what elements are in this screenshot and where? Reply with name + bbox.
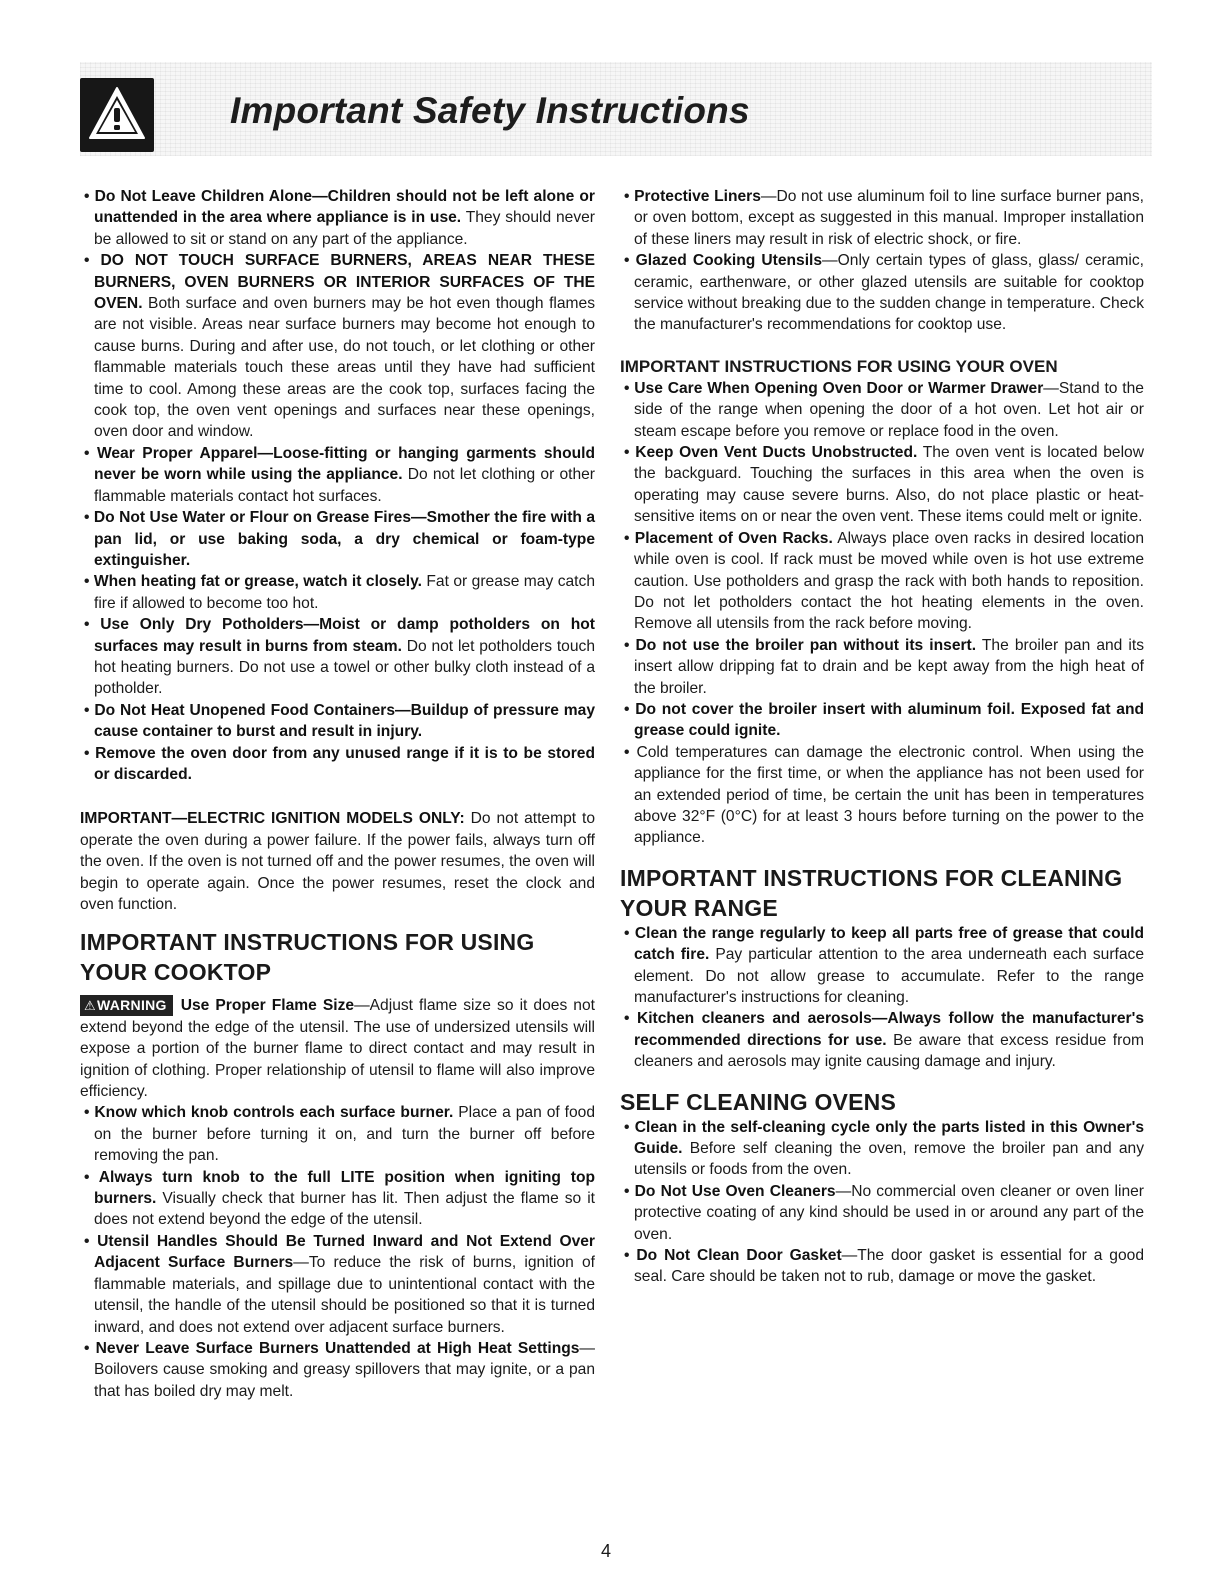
bullet-text: Before self cleaning the oven, remove the broiler pan and any utensils or foods from the oven. xyxy=(634,1140,1144,1179)
bullet-item xyxy=(80,743,595,786)
bullet-lead: Never Leave Surface Burners Unattended at High Heat Settings xyxy=(95,1339,580,1357)
bullet-lead: Always turn knob to the full LITE position when igniting top burners. xyxy=(94,1168,595,1208)
bullet-item xyxy=(80,614,595,700)
oven-heading: IMPORTANT INSTRUCTIONS FOR USING YOUR OVEN xyxy=(620,356,1058,376)
bullet-text: —To reduce the risk of burns, ignition of flammable materials, and spillage due to unintentional contact with the utensil, the handle of the utensil should be positioned so that it is turned inward, and does not extend over adjacent surface burners. xyxy=(94,1254,595,1336)
page-number: 4 xyxy=(600,1541,611,1561)
bullet-text: Be aware that excess residue from cleaners and aerosols may ignite causing damage and injury. xyxy=(634,1031,1144,1071)
bullet-lead: Use Only Dry Potholders—Moist or damp potholders on hot surfaces may result in burns from steam. xyxy=(94,616,595,655)
bullet-text: —Do not use aluminum foil to line surface burner pans, or oven bottom, except as suggested in this manual. Improper installation of these liners may result in risk of electric shock, or fire. xyxy=(634,188,1144,248)
bullet-text: Pay particular attention to the area underneath each surface element. Do not allow grease to accumulate. Refer to the range manufacturer's instructions for cleaning. xyxy=(634,946,1144,1006)
bullet-lead: Do Not Use Oven Cleaners xyxy=(634,1182,836,1200)
cleaning-heading: IMPORTANT INSTRUCTIONS FOR CLEANING YOUR RANGE xyxy=(620,864,1123,921)
bullet-item xyxy=(620,635,1144,699)
bullet-item xyxy=(80,1102,595,1166)
right-intro-list xyxy=(620,186,1144,336)
bullet-lead: Utensil Handles Should Be Turned Inward and Not Extend Over Adjacent Surface Burners xyxy=(94,1232,595,1272)
bullet-item xyxy=(620,923,1144,1009)
ignition-note: IMPORTANT—ELECTRIC IGNITION MODELS ONLY: Do not attempt to operate the oven during a power failure. If the power fails, always turn off the oven. If the oven is not turned off and the power resumes, the oven will begin to operate again. Once the power resumes, reset the clock and oven function. xyxy=(80,810,595,913)
bullet-lead: Do not cover the broiler insert with aluminum foil. Exposed fat and grease could ignite. xyxy=(634,700,1144,740)
bullet-text: Do not let potholders touch hot heating burners. Do not use a towel or other bulky cloth instead of a potholder. xyxy=(94,637,595,698)
bullet-item xyxy=(620,1245,1144,1288)
left-intro-list xyxy=(80,186,595,785)
bullet-lead: Know which knob controls each surface burner. xyxy=(94,1104,454,1122)
bullet-item xyxy=(80,1167,595,1231)
bullet-item xyxy=(620,442,1144,528)
self-cleaning-list xyxy=(620,1117,1144,1288)
page-title: Important Safety Instructions xyxy=(230,90,750,131)
bullet-lead: DO NOT TOUCH SURFACE BURNERS, AREAS NEAR THESE BURNERS, OVEN BURNERS OR INTERIOR SURFACES OF THE OVEN. xyxy=(94,252,595,313)
bullet-text: Do not let clothing or other flammable materials contact hot surfaces. xyxy=(94,466,596,505)
bullet-text: —No commercial oven cleaner or oven liner protective coating of any kind should be used in or around any part of the oven. xyxy=(634,1182,1144,1243)
oven-list xyxy=(620,378,1144,849)
bullet-lead: Do Not Clean Door Gasket xyxy=(636,1247,842,1265)
bullet-text: Place a pan of food on the burner before turning it on, and turn the burner off before removing the pan. xyxy=(94,1104,596,1165)
bullet-lead: Glazed Cooking Utensils xyxy=(635,252,823,270)
self-cleaning-heading: SELF CLEANING OVENS xyxy=(620,1088,896,1115)
cooktop-list xyxy=(80,1102,595,1402)
header-banner xyxy=(80,62,1152,156)
warning-small-icon: ⚠ xyxy=(84,998,96,1014)
bullet-item xyxy=(620,1117,1144,1181)
bullet-text: The oven vent is located below the backguard. Touching the surfaces in this area when the oven is operating may cause severe burns. Also, do not place plastic or heat-sensitive items on or near the oven vent. These items could melt or ignite. xyxy=(634,444,1144,526)
bullet-item xyxy=(80,700,595,743)
bullet-text: —The door gasket is essential for a good seal. Care should be taken not to rub, damage or move the gasket. xyxy=(634,1247,1144,1286)
bullet-lead: Kitchen cleaners and aerosols—Always follow the manufacturer's recommended directions for use. xyxy=(634,1010,1144,1049)
warning-triangle-icon xyxy=(80,78,154,152)
bullet-lead: Remove the oven door from any unused range if it is to be stored or discarded. xyxy=(94,744,595,783)
bullet-item xyxy=(620,378,1144,442)
bullet-lead: Protective Liners xyxy=(634,188,761,205)
warning-badge: ⚠WARNING xyxy=(80,995,173,1016)
bullet-text: Fat or grease may catch fire if allowed to become too hot. xyxy=(94,573,595,612)
bullet-text: They should never be allowed to sit or stand on any part of the appliance. xyxy=(94,209,595,248)
bullet-text: Cold temperatures can damage the electronic control. When using the appliance for the first time, or when the appliance has not been used for an extended period of time, be certain the unit has been in temperatures above 32°F (0°C) for at least 3 hours before turning on the power to the appliance. xyxy=(634,743,1144,847)
bullet-item xyxy=(80,1231,595,1338)
bullet-text: —Stand to the side of the range when opening the door of a hot oven. Let hot air or steam escape before you remove or replace food in the oven. xyxy=(634,379,1144,440)
bullet-lead: Wear Proper Apparel—Loose-fitting or hanging garments should never be worn while using the appliance. xyxy=(94,444,595,484)
bullet-item xyxy=(620,699,1144,742)
bullet-item xyxy=(80,250,595,443)
bullet-item xyxy=(620,250,1144,336)
bullet-item xyxy=(620,528,1144,635)
bullet-lead: Keep Oven Vent Ducts Unobstructed. xyxy=(635,444,918,462)
bullet-text: The broiler pan and its insert allow dripping fat to drain and be kept away from the high heat of the broiler. xyxy=(634,636,1145,697)
bullet-item xyxy=(80,507,595,571)
bullet-item xyxy=(620,1008,1144,1072)
bullet-item xyxy=(80,186,595,250)
bullet-item xyxy=(620,186,1144,250)
bullet-item xyxy=(80,443,595,507)
bullet-text: —Boilovers cause smoking and greasy spillovers that may ignite, or a pan that has boiled dry may melt. xyxy=(94,1339,596,1400)
bullet-lead: Clean in the self-cleaning cycle only the parts listed in this Owner's Guide. xyxy=(634,1118,1144,1158)
right-column xyxy=(620,186,1144,1288)
bullet-lead: Placement of Oven Racks. xyxy=(634,529,833,547)
bullet-text: Always place oven racks in desired location while oven is cool. If rack must be moved while oven is hot use extreme caution. Use potholders and grasp the rack with both hands to reposition. Do not let potholders contact the hot heating elements in the oven. Remove all utensils from the rack before moving. xyxy=(634,529,1144,633)
bullet-text: —Only certain types of glass, glass/ ceramic, ceramic, earthenware, or other glazed utensils are suitable for cooktop service without breaking due to the sudden change in temperature. Check the manufacturer's recommendations for cooktop use. xyxy=(634,252,1145,334)
bullet-text: Both surface and oven burners may be hot even though flames are not visible. Areas near surface burners may become hot enough to cause burns. During and after use, do not touch, or let clothing or other flammable materials touch these areas until they have had sufficient time to cool. Among these areas are the cook top, surfaces facing the cook top, the oven vent openings and surfaces near these openings, oven door and window. xyxy=(94,295,595,441)
bullet-lead: Clean the range regularly to keep all parts free of grease that could catch fire. xyxy=(634,924,1145,964)
bullet-lead: Use Care When Opening Oven Door or Warmer Drawer xyxy=(634,379,1044,397)
bullet-lead: Do Not Use Water or Flour on Grease Fires—Smother the fire with a pan lid, or use baking soda, a dry chemical or foam-type extinguisher. xyxy=(93,509,595,569)
bullet-item xyxy=(620,1181,1144,1245)
cleaning-list xyxy=(620,923,1144,1073)
bullet-lead: When heating fat or grease, watch it closely. xyxy=(93,573,422,591)
bullet-item xyxy=(80,1338,595,1402)
bullet-lead: Do Not Leave Children Alone—Children should not be left alone or unattended in the area where appliance is in use. xyxy=(94,188,595,227)
left-column xyxy=(80,186,595,1402)
warning-paragraph: ⚠WARNING Use Proper Flame Size—Adjust flame size so it does not extend beyond the edge of the utensil. The use of undersized utensils will expose a portion of the burner flame to direct contact and may result in ignition of clothing. Proper relationship of utensil to flame will also improve efficiency. xyxy=(80,997,595,1101)
cooktop-heading: IMPORTANT INSTRUCTIONS FOR USING YOUR COOKTOP xyxy=(80,929,535,986)
bullet-lead: Do not use the broiler pan without its insert. xyxy=(635,636,977,654)
bullet-text: Visually check that burner has lit. Then adjust the flame so it does not extend beyond the edge of the utensil. xyxy=(94,1190,595,1229)
bullet-item xyxy=(620,742,1144,849)
bullet-lead: Do Not Heat Unopened Food Containers—Buildup of pressure may cause container to burst and result in injury. xyxy=(94,701,595,741)
bullet-item xyxy=(80,571,595,614)
